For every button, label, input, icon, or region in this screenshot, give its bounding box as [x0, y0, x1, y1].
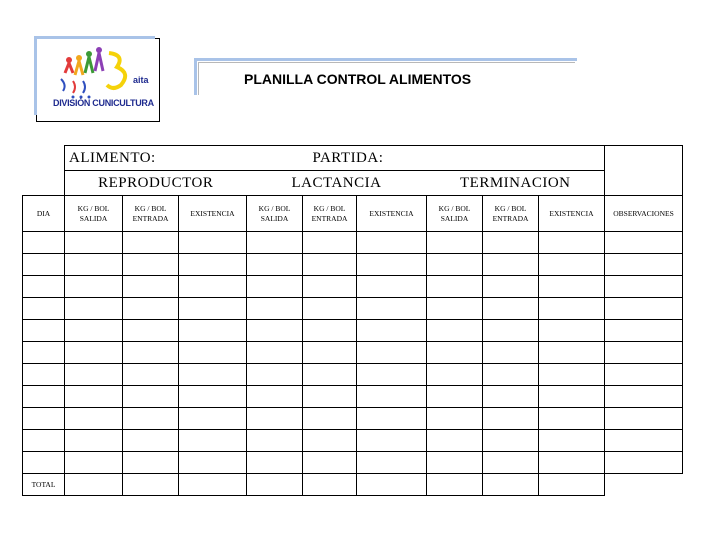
table-row [23, 342, 683, 364]
alimento-label: ALIMENTO: [65, 146, 303, 171]
col-lactancia-salida: KG / BOL SALIDA [247, 196, 303, 232]
col-reproductor-existencia: EXISTENCIA [179, 196, 247, 232]
table-row [23, 320, 683, 342]
observaciones-mid [605, 171, 683, 196]
logo-mark-text: aita [133, 75, 149, 85]
data-rows [23, 232, 683, 474]
group-reproductor: REPRODUCTOR [65, 171, 247, 196]
page-title: PLANILLA CONTROL ALIMENTOS [244, 71, 472, 87]
group-header-row [23, 171, 683, 196]
col-terminacion-salida: KG / BOL SALIDA [427, 196, 483, 232]
col-terminacion-entrada: KG / BOL ENTRADA [483, 196, 539, 232]
partida-label: PARTIDA: [303, 146, 605, 171]
total-row [23, 474, 683, 496]
title-box [194, 58, 576, 96]
table-row [23, 408, 683, 430]
col-lactancia-existencia: EXISTENCIA [357, 196, 427, 232]
col-terminacion-existencia: EXISTENCIA [539, 196, 605, 232]
table-row [23, 386, 683, 408]
form-row [23, 146, 683, 171]
col-observaciones: OBSERVACIONES [605, 196, 683, 232]
table-row [23, 298, 683, 320]
table-row [23, 254, 683, 276]
rabbits-logo-icon [43, 45, 153, 101]
table-row [23, 452, 683, 474]
logo-box [36, 38, 160, 122]
table-row [23, 364, 683, 386]
blank-corner [23, 146, 65, 171]
table-row [23, 276, 683, 298]
blank-cell [23, 171, 65, 196]
group-terminacion: TERMINACION [427, 171, 605, 196]
col-reproductor-entrada: KG / BOL ENTRADA [123, 196, 179, 232]
col-reproductor-salida: KG / BOL SALIDA [65, 196, 123, 232]
total-blank [605, 474, 683, 496]
control-table [22, 145, 683, 496]
observaciones-top [605, 146, 683, 171]
table-row [23, 232, 683, 254]
col-lactancia-entrada: KG / BOL ENTRADA [303, 196, 357, 232]
col-dia: DIA [23, 196, 65, 232]
table-row [23, 430, 683, 452]
group-lactancia: LACTANCIA [247, 171, 427, 196]
logo-division-text: DIVISIÓN CUNICULTURA [53, 98, 154, 108]
column-header-row [23, 196, 683, 232]
total-label: TOTAL [23, 474, 65, 496]
